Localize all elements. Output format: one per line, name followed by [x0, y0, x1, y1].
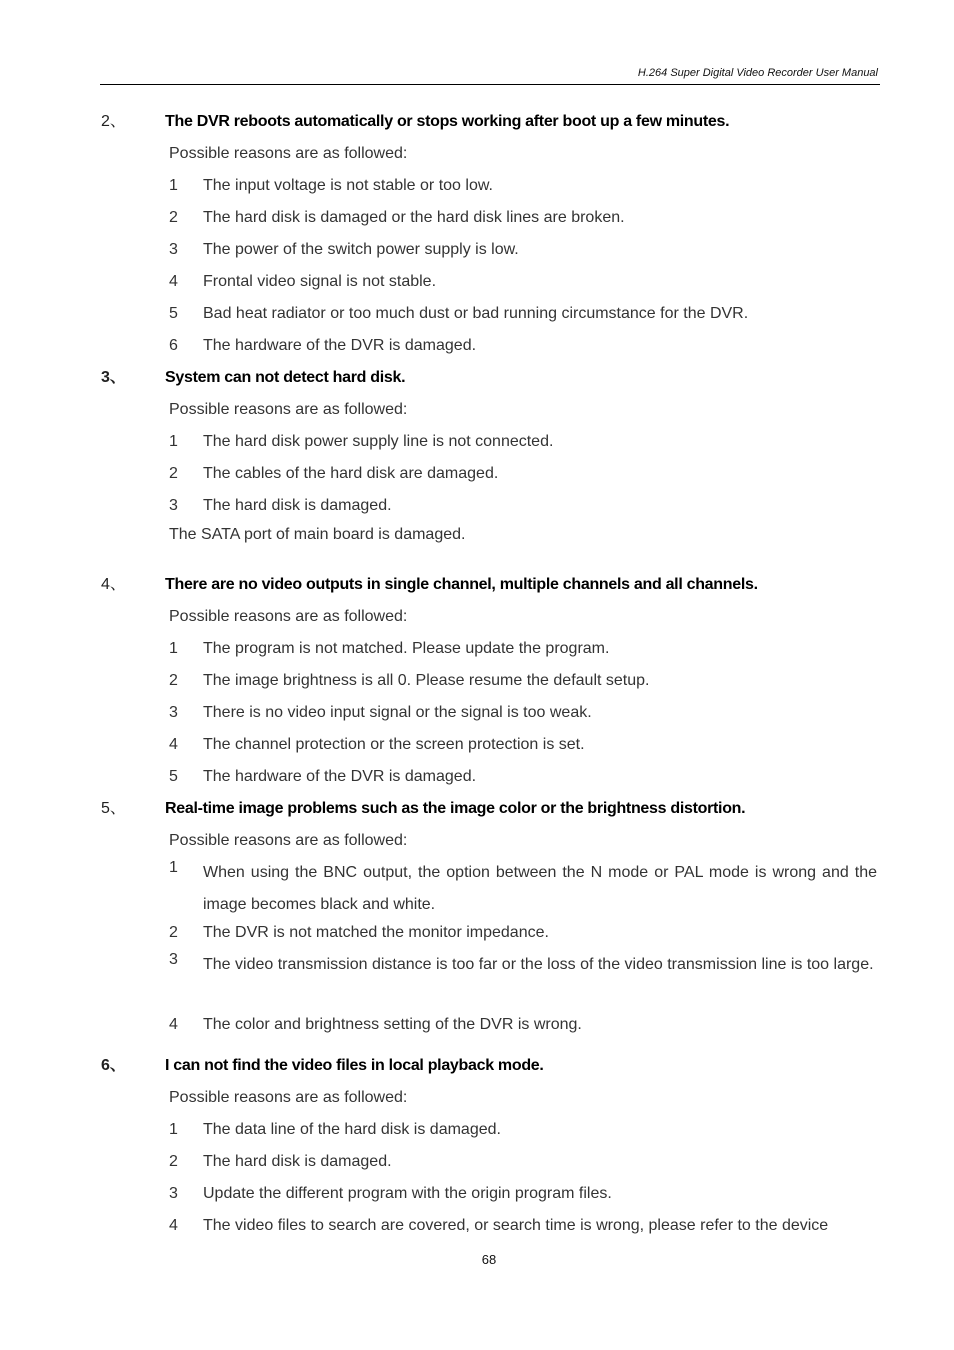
item-number: 1 [169, 433, 178, 450]
list-item [0, 766, 954, 798]
list-item [0, 271, 954, 303]
item-number: 5 [169, 768, 178, 785]
list-item [0, 463, 954, 495]
item-number: 1 [169, 177, 178, 194]
item-text: Update the different program with the origin program files. [203, 1185, 612, 1202]
item-number: 2 [169, 209, 178, 226]
item-number: 2 [169, 924, 178, 941]
item-number: 3 [169, 951, 178, 968]
section-heading [0, 574, 954, 606]
section-number: 5、 [101, 800, 126, 817]
item-number: 2 [169, 465, 178, 482]
item-number: 6 [169, 337, 178, 354]
section-number: 6、 [101, 1057, 126, 1074]
section-number: 4、 [101, 576, 126, 593]
section-heading [0, 111, 954, 143]
section-number: 2、 [101, 113, 126, 130]
item-text: The color and brightness setting of the DVR is wrong. [203, 1016, 582, 1033]
section-title: The DVR reboots automatically or stops working after boot up a few minutes. [165, 113, 730, 130]
item-text: There is no video input signal or the signal is too weak. [203, 704, 592, 721]
item-number: 1 [169, 640, 178, 657]
list-item [0, 1119, 954, 1151]
item-text: The image brightness is all 0. Please resume the default setup. [203, 672, 650, 689]
section-4 [0, 574, 954, 798]
page-header [100, 60, 880, 85]
section-5 [0, 798, 954, 1046]
item-number: 4 [169, 1016, 178, 1033]
item-text: The hard disk is damaged or the hard disk lines are broken. [203, 209, 625, 226]
list-item [0, 702, 954, 734]
section-3 [0, 367, 954, 556]
list-item [0, 1183, 954, 1215]
list-item [0, 239, 954, 271]
list-item [0, 431, 954, 463]
item-text: The hard disk power supply line is not connected. [203, 433, 554, 450]
item-number: 4 [169, 1217, 178, 1234]
reasons-intro: Possible reasons are as followed: [169, 832, 408, 849]
item-text: The channel protection or the screen protection is set. [203, 736, 585, 753]
item-number: 2 [169, 1153, 178, 1170]
section-heading [0, 1055, 954, 1087]
item-number: 3 [169, 497, 178, 514]
item-text: The hardware of the DVR is damaged. [203, 337, 477, 354]
page-number: 68 [481, 1252, 497, 1267]
item-text: The video files to search are covered, or search time is wrong, please refer to the device [203, 1217, 829, 1234]
item-text: Bad heat radiator or too much dust or bad running circumstance for the DVR. [203, 305, 749, 322]
item-number: 4 [169, 736, 178, 753]
item-number: 1 [169, 1121, 178, 1138]
list-item [0, 734, 954, 766]
reasons-intro: Possible reasons are as followed: [169, 1089, 408, 1106]
list-item [0, 857, 954, 922]
extra-reason: The SATA port of main board is damaged. [169, 526, 466, 543]
list-item [0, 175, 954, 207]
item-number: 3 [169, 1185, 178, 1202]
item-text: When using the BNC output, the option between the N mode or PAL mode is wrong and the image becomes black and white. [203, 864, 877, 913]
item-number: 3 [169, 704, 178, 721]
item-number: 1 [169, 859, 178, 876]
reasons-intro: Possible reasons are as followed: [169, 401, 408, 418]
list-item [0, 638, 954, 670]
item-number: 3 [169, 241, 178, 258]
item-text: The hard disk is damaged. [203, 497, 392, 514]
item-number: 2 [169, 672, 178, 689]
list-item [0, 303, 954, 335]
list-item [0, 670, 954, 702]
reasons-intro: Possible reasons are as followed: [169, 608, 408, 625]
list-item [0, 1215, 954, 1247]
item-text: The DVR is not matched the monitor impedance. [203, 924, 549, 941]
item-text: The cables of the hard disk are damaged. [203, 465, 499, 482]
section-title: I can not find the video files in local playback mode. [165, 1057, 544, 1074]
list-item [0, 1014, 954, 1046]
section-number: 3、 [101, 369, 126, 386]
list-item [0, 335, 954, 367]
list-item [0, 495, 954, 524]
section-heading [0, 798, 954, 830]
item-text: The data line of the hard disk is damaged. [203, 1121, 501, 1138]
item-text: The hard disk is damaged. [203, 1153, 392, 1170]
list-item [0, 1151, 954, 1183]
section-title: There are no video outputs in single channel, multiple channels and all channels. [165, 576, 758, 593]
section-6 [0, 1055, 954, 1247]
item-text: The hardware of the DVR is damaged. [203, 768, 477, 785]
list-item [0, 207, 954, 239]
item-number: 5 [169, 305, 178, 322]
item-text: The program is not matched. Please update the program. [203, 640, 610, 657]
item-text: Frontal video signal is not stable. [203, 273, 437, 290]
reasons-intro: Possible reasons are as followed: [169, 145, 408, 162]
section-title: Real-time image problems such as the image color or the brightness distortion. [165, 800, 746, 817]
section-heading [0, 367, 954, 399]
manual-title: H.264 Super Digital Video Recorder User Manual [637, 67, 878, 79]
item-text: The video transmission distance is too far or the loss of the video transmission line is too large. [203, 956, 874, 973]
item-text: The input voltage is not stable or too low. [203, 177, 493, 194]
item-text: The power of the switch power supply is low. [203, 241, 519, 258]
section-2 [0, 111, 954, 367]
list-item [0, 949, 954, 1014]
section-title: System can not detect hard disk. [165, 369, 406, 386]
item-number: 4 [169, 273, 178, 290]
